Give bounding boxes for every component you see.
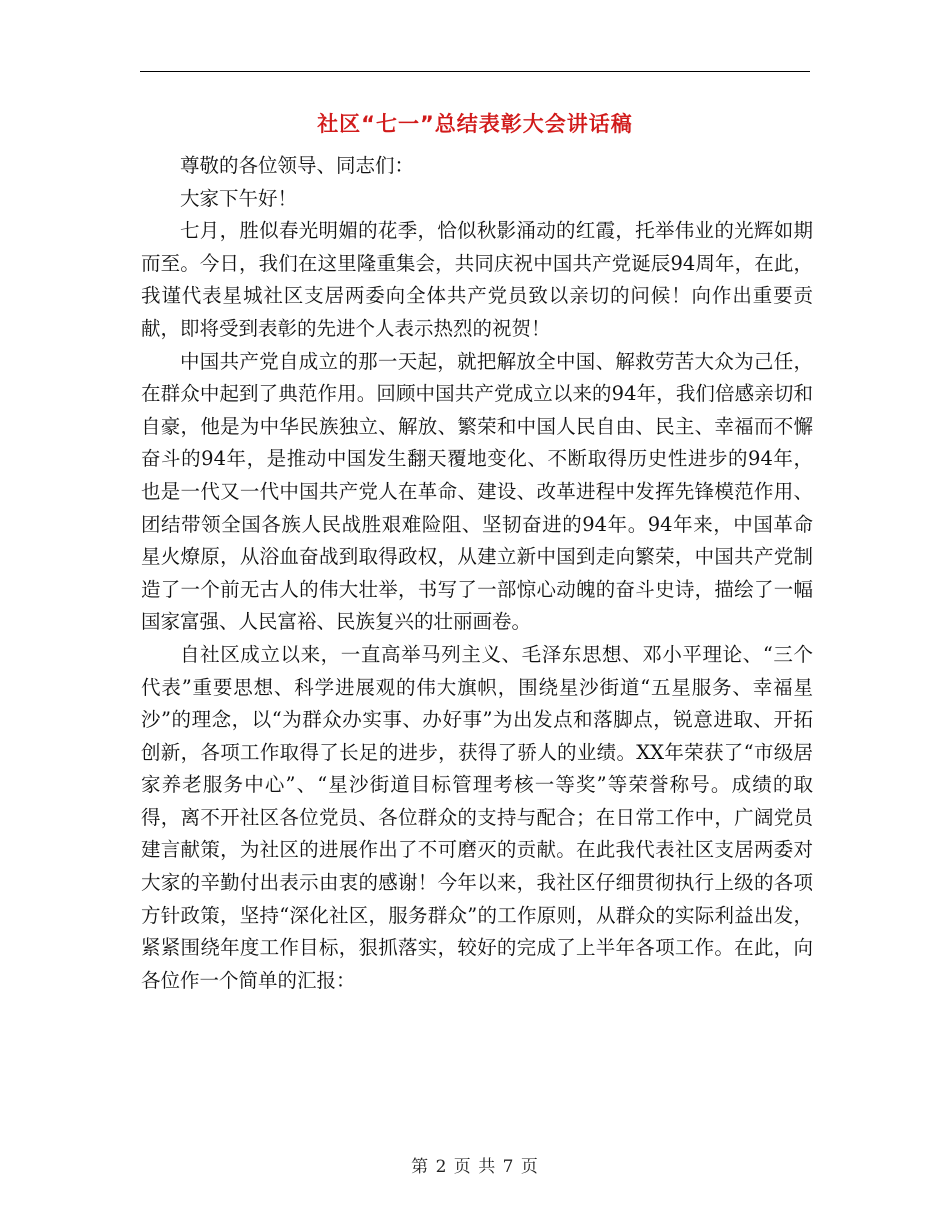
salutation: 尊敬的各位领导、同志们： <box>180 154 415 177</box>
page-number: 第 2 页 共 7 页 <box>411 1157 539 1177</box>
paragraph-opening: 七月，胜似春光明媚的花季，恰似秋影涌动的红霞，托举伟业的光辉如期而至。今日，我们在这里隆重集会，共同庆祝中国共产党诞辰94周年，在此，我谨代表星城社区支居两委向全体共产党员致以亲切的问候！向作出重要贡献，即将受到表彰的先进个人表示热烈的祝贺！ <box>141 219 813 340</box>
header-rule <box>140 71 810 72</box>
document-body <box>141 150 813 997</box>
greeting: 大家下午好！ <box>180 186 298 210</box>
paragraph-community-work: 自社区成立以来，一直高举马列主义、毛泽东思想、邓小平理论、“三个代表”重要思想、科学进展观的伟大旗帜，围绕星沙街道“五星服务、幸福星沙”的理念，以“为群众办实事、办好事”为出发点和落脚点，锐意进取、开拓创新，各项工作取得了长足的进步，获得了骄人的业绩。XX年荣获了“市级居家养老服务中心”、“星沙街道目标管理考核一等奖”等荣誉称号。成绩的取得，离不开社区各位党员、各位群众的支持与配合；在日常工作中，广阔党员建言献策，为社区的进展作出了不可磨灭的贡献。在此我代表社区支居两委对大家的辛勤付出表示由衷的感谢！今年以来，我社区仔细贯彻执行上级的各项方针政策，坚持“深化社区，服务群众”的工作原则，从群众的实际利益出发，紧紧围绕年度工作目标，狠抓落实，较好的完成了上半年各项工作。在此，向各位作一个简单的汇报： <box>141 642 813 992</box>
document-title: 社区“七一”总结表彰大会讲话稿 <box>317 112 633 136</box>
paragraph-party-history: 中国共产党自成立的那一天起，就把解放全中国、解救劳苦大众为己任，在群众中起到了典范作用。回顾中国共产党成立以来的94年，我们倍感亲切和自豪，他是为中华民族独立、解放、繁荣和中国人民自由、民主、幸福而不懈奋斗的94年，是推动中国发生翻天覆地变化、不断取得历史性进步的94年，也是一代又一代中国共产党人在革命、建设、改革进程中发挥先锋模范作用、团结带领全国各族人民战胜艰难险阻、坚韧奋进的94年。94年来，中国革命星火燎原，从浴血奋战到取得政权，从建立新中国到走向繁荣，中国共产党制造了一个前无古人的伟大壮举，书写了一部惊心动魄的奋斗史诗，描绘了一幅国家富强、人民富裕、民族复兴的壮丽画卷。 <box>141 349 813 634</box>
